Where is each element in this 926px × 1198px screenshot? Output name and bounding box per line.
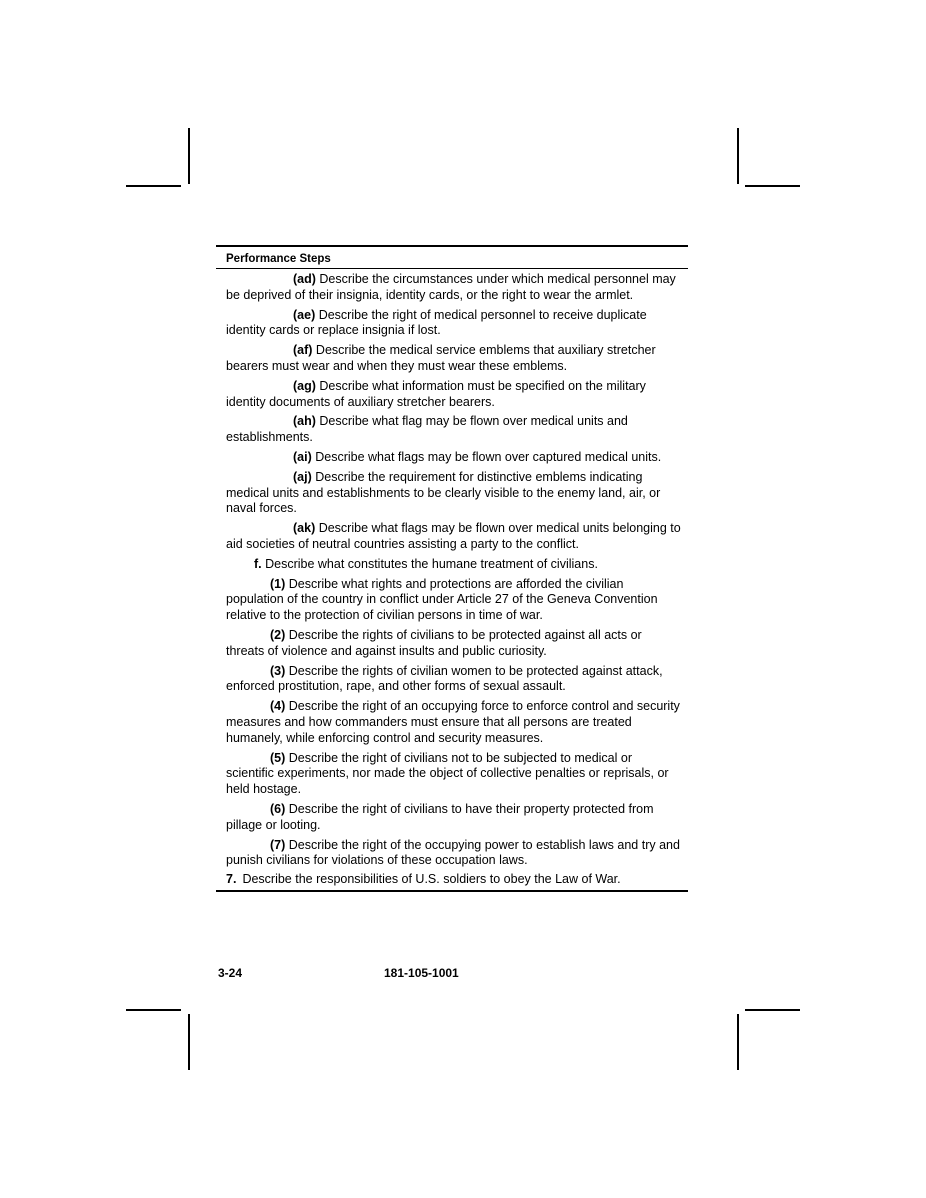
step-ae (226, 308, 682, 340)
crop-mark-top-left-horizontal (126, 185, 181, 187)
step-text: Describe what flags may be flown over medical units belonging to aid societies of neutral countries assisting a party to the conflict. (226, 521, 681, 551)
step-label: (ae) (293, 307, 316, 322)
step-f-4 (226, 699, 682, 746)
document-number: 181-105-1001 (384, 966, 459, 980)
step-label: (aj) (293, 469, 312, 484)
step-f-3 (226, 664, 682, 696)
crop-mark-bottom-left-horizontal (126, 1009, 181, 1011)
step-label: (ak) (293, 521, 316, 536)
step-af (226, 343, 682, 375)
crop-mark-top-left-vertical (188, 128, 190, 184)
step-f-1 (226, 577, 682, 624)
step-ai (226, 450, 682, 466)
step-ak (226, 521, 682, 553)
crop-mark-top-right-horizontal (745, 185, 800, 187)
step-text: Describe the right of the occupying power to establish laws and try and punish civilians for violations of these occupation laws. (226, 837, 680, 868)
step-label: (1) (270, 576, 286, 591)
step-text: Describe the right of an occupying force to enforce control and security measures and how commanders must ensure that all persons are treated humanely, while enforcing control and security measures. (226, 699, 680, 745)
step-text: Describe what flags may be flown over captured medical units. (311, 449, 662, 464)
step-label: (6) (270, 801, 286, 816)
step-label: (3) (270, 663, 286, 678)
performance-steps-section (216, 245, 688, 892)
step-f-6 (226, 802, 682, 834)
step-text: Describe the right of civilians to have their property protected from pillage or looting. (226, 801, 654, 832)
step-text: Describe the circumstances under which medical personnel may be deprived of their insignia, identity cards, or the right to wear the armlet. (226, 272, 676, 302)
step-text: Describe the right of medical personnel to receive duplicate identity cards or replace insignia if lost. (226, 307, 647, 338)
step-aj (226, 470, 682, 517)
step-label: 7. (226, 872, 237, 887)
step-label: (7) (270, 837, 286, 852)
step-label: f. (254, 556, 262, 571)
crop-mark-bottom-right-vertical (737, 1014, 739, 1070)
crop-mark-top-right-vertical (737, 128, 739, 184)
step-f-5 (226, 751, 682, 798)
step-text: Describe the requirement for distinctive emblems indicating medical units and establishments to be clearly visible to the enemy land, air, or naval forces. (226, 469, 661, 516)
step-text: Describe the responsibilities of U.S. soldiers to obey the Law of War. (242, 872, 621, 887)
step-7 (216, 872, 688, 892)
step-ad (226, 272, 682, 304)
crop-mark-bottom-right-horizontal (745, 1009, 800, 1011)
step-text: Describe what flag may be flown over medical units and establishments. (226, 414, 628, 445)
step-label: (5) (270, 750, 286, 765)
step-label: (af) (293, 343, 313, 358)
crop-mark-bottom-left-vertical (188, 1014, 190, 1070)
step-text: Describe the rights of civilians to be protected against all acts or threats of violence and against insults and public curiosity. (226, 627, 642, 658)
step-text: Describe what rights and protections are afforded the civilian population of the country in conflict under Article 27 of the Geneva Convention relative to the protection of civilian persons in time of war. (226, 576, 658, 623)
page-number: 3-24 (218, 966, 243, 980)
step-text: Describe the right of civilians not to be subjected to medical or scientific experiments, nor made the object of collective penalties or reprisals, or held hostage. (226, 750, 669, 797)
step-label: (ad) (293, 272, 316, 286)
step-label: (ah) (293, 414, 316, 429)
step-label: (ai) (293, 449, 312, 464)
step-ah (226, 414, 682, 446)
step-label: (ag) (293, 378, 316, 393)
step-ag (226, 379, 682, 411)
steps-body (216, 269, 688, 869)
step-label: (2) (270, 627, 286, 642)
step-f-2 (226, 628, 682, 660)
step-text: Describe the rights of civilian women to be protected against attack, enforced prostitution, rape, and other forms of sexual assault. (226, 663, 663, 694)
step-f-7 (226, 838, 682, 870)
step-text: Describe what constitutes the humane treatment of civilians. (261, 556, 598, 571)
step-text: Describe the medical service emblems that auxiliary stretcher bearers must wear and when they must wear these emblems. (226, 343, 656, 373)
step-label: (4) (270, 699, 286, 714)
step-f (226, 557, 682, 573)
section-title: Performance Steps (216, 247, 688, 269)
step-text: Describe what information must be specified on the military identity documents of auxiliary stretcher bearers. (226, 378, 646, 409)
